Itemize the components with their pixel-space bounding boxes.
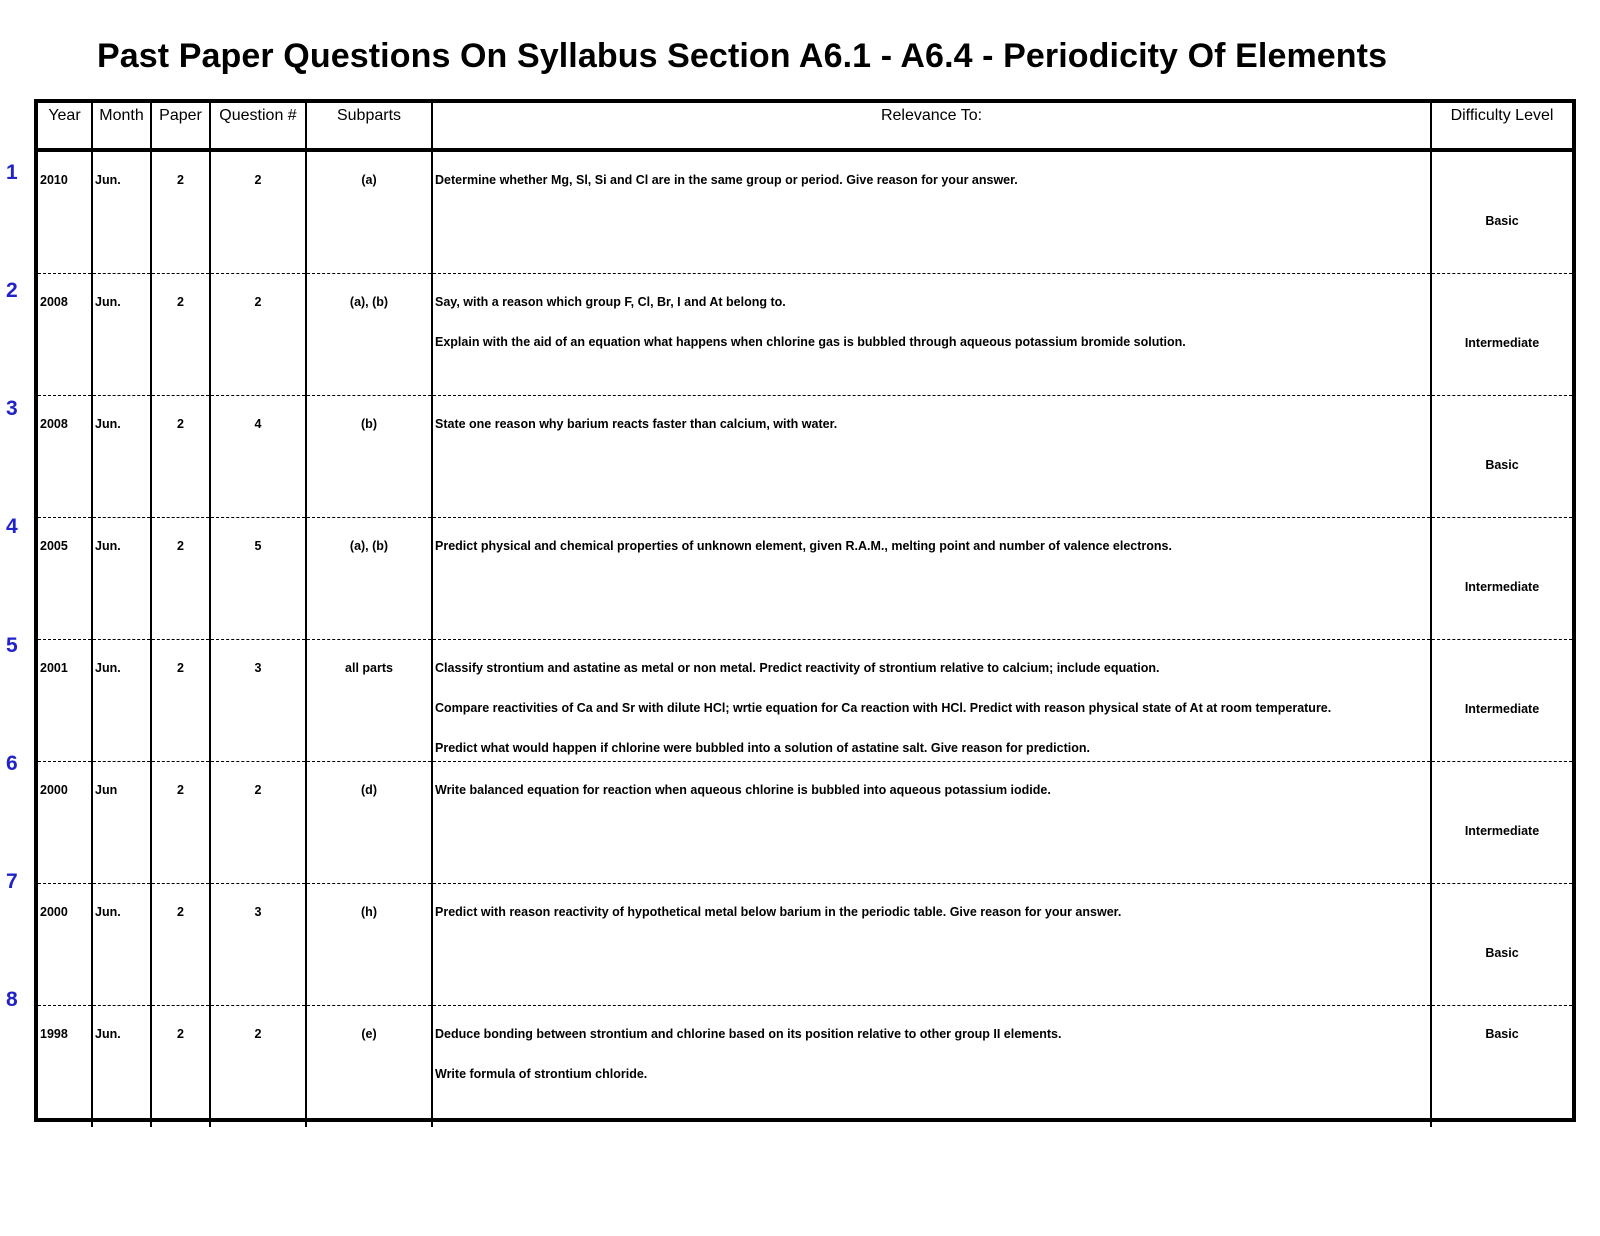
cell-year: 2010 [38,150,92,274]
cell-paper: 2 [151,1006,210,1128]
cell-month: Jun. [92,884,151,1006]
cell-paper: 2 [151,274,210,396]
cell-question: 5 [210,518,306,640]
header-month: Month [92,103,151,150]
cell-difficulty: Intermediate [1431,762,1572,884]
cell-relevance: State one reason why barium reacts faster than calcium, with water. [432,396,1431,518]
row-number: 2 [6,279,18,302]
cell-relevance: Determine whether Mg, Sl, Si and Cl are in the same group or period. Give reason for your answer. [432,150,1431,274]
header-paper: Paper [151,103,210,150]
cell-relevance: Predict physical and chemical properties of unknown element, given R.A.M., melting point and number of valence electrons. [432,518,1431,640]
cell-paper: 2 [151,884,210,1006]
row-number: 1 [6,161,18,184]
table-row [38,396,1572,518]
cell-month: Jun. [92,274,151,396]
cell-paper: 2 [151,150,210,274]
cell-question: 2 [210,150,306,274]
cell-paper: 2 [151,518,210,640]
row-number: 3 [6,397,18,420]
table-row [38,150,1572,274]
cell-difficulty: Intermediate [1431,640,1572,762]
cell-relevance: Say, with a reason which group F, Cl, Br, I and At belong to. Explain with the aid of an equation what happens when chlorine gas is bubbled through aqueous potassium bromide solution. [432,274,1431,396]
header-year: Year [38,103,92,150]
table-row [38,762,1572,884]
cell-difficulty: Intermediate [1431,274,1572,396]
cell-difficulty: Intermediate [1431,518,1572,640]
cell-relevance: Classify strontium and astatine as metal or non metal. Predict reactivity of strontium relative to calcium; include equation. Compare reactivities of Ca and Sr with dilute HCl; wrtie equation for Ca reaction with HCl. Predict with reason physical state of At at room temperature. Predict what would happen if chlorine were bubbled into a solution of astatine salt. Give reason for prediction. [432,640,1431,762]
cell-subparts: (a) [306,150,432,274]
cell-month: Jun. [92,518,151,640]
questions-table [38,103,1572,1127]
cell-subparts: all parts [306,640,432,762]
cell-relevance: Deduce bonding between strontium and chlorine based on its position relative to other group II elements. Write formula of strontium chloride. [432,1006,1431,1128]
cell-paper: 2 [151,640,210,762]
row-number: 5 [6,634,18,657]
cell-subparts: (a), (b) [306,518,432,640]
cell-month: Jun. [92,640,151,762]
cell-subparts: (e) [306,1006,432,1128]
cell-month: Jun. [92,150,151,274]
cell-subparts: (h) [306,884,432,1006]
cell-subparts: (a), (b) [306,274,432,396]
cell-relevance: Write balanced equation for reaction when aqueous chlorine is bubbled into aqueous potassium iodide. [432,762,1431,884]
row-number: 7 [6,870,18,893]
cell-year: 2008 [38,396,92,518]
table-row [38,518,1572,640]
cell-relevance: Predict with reason reactivity of hypothetical metal below barium in the periodic table. Give reason for your answer. [432,884,1431,1006]
row-number: 8 [6,988,18,1011]
header-question: Question # [210,103,306,150]
cell-question: 3 [210,640,306,762]
cell-difficulty: Basic [1431,884,1572,1006]
cell-month: Jun. [92,1006,151,1128]
cell-subparts: (d) [306,762,432,884]
header-difficulty: Difficulty Level [1431,103,1572,150]
cell-question: 2 [210,762,306,884]
table-row [38,640,1572,762]
cell-subparts: (b) [306,396,432,518]
cell-difficulty: Basic [1431,150,1572,274]
cell-month: Jun [92,762,151,884]
cell-year: 2000 [38,884,92,1006]
table-row [38,274,1572,396]
header-relevance: Relevance To: [432,103,1431,150]
cell-paper: 2 [151,396,210,518]
cell-year: 2000 [38,762,92,884]
table-header-row [38,103,1572,150]
row-number: 4 [6,515,18,538]
page-title: Past Paper Questions On Syllabus Section A6.1 - A6.4 - Periodicity Of Elements [97,37,1388,75]
cell-question: 3 [210,884,306,1006]
cell-year: 2001 [38,640,92,762]
cell-year: 2005 [38,518,92,640]
cell-question: 2 [210,274,306,396]
table-row [38,1006,1572,1128]
cell-question: 2 [210,1006,306,1128]
cell-difficulty: Basic [1431,1006,1572,1128]
cell-question: 4 [210,396,306,518]
past-paper-table [34,99,1576,1122]
cell-difficulty: Basic [1431,396,1572,518]
header-subparts: Subparts [306,103,432,150]
cell-month: Jun. [92,396,151,518]
table-row [38,884,1572,1006]
cell-year: 2008 [38,274,92,396]
row-number: 6 [6,752,18,775]
cell-paper: 2 [151,762,210,884]
cell-year: 1998 [40,1027,68,1041]
